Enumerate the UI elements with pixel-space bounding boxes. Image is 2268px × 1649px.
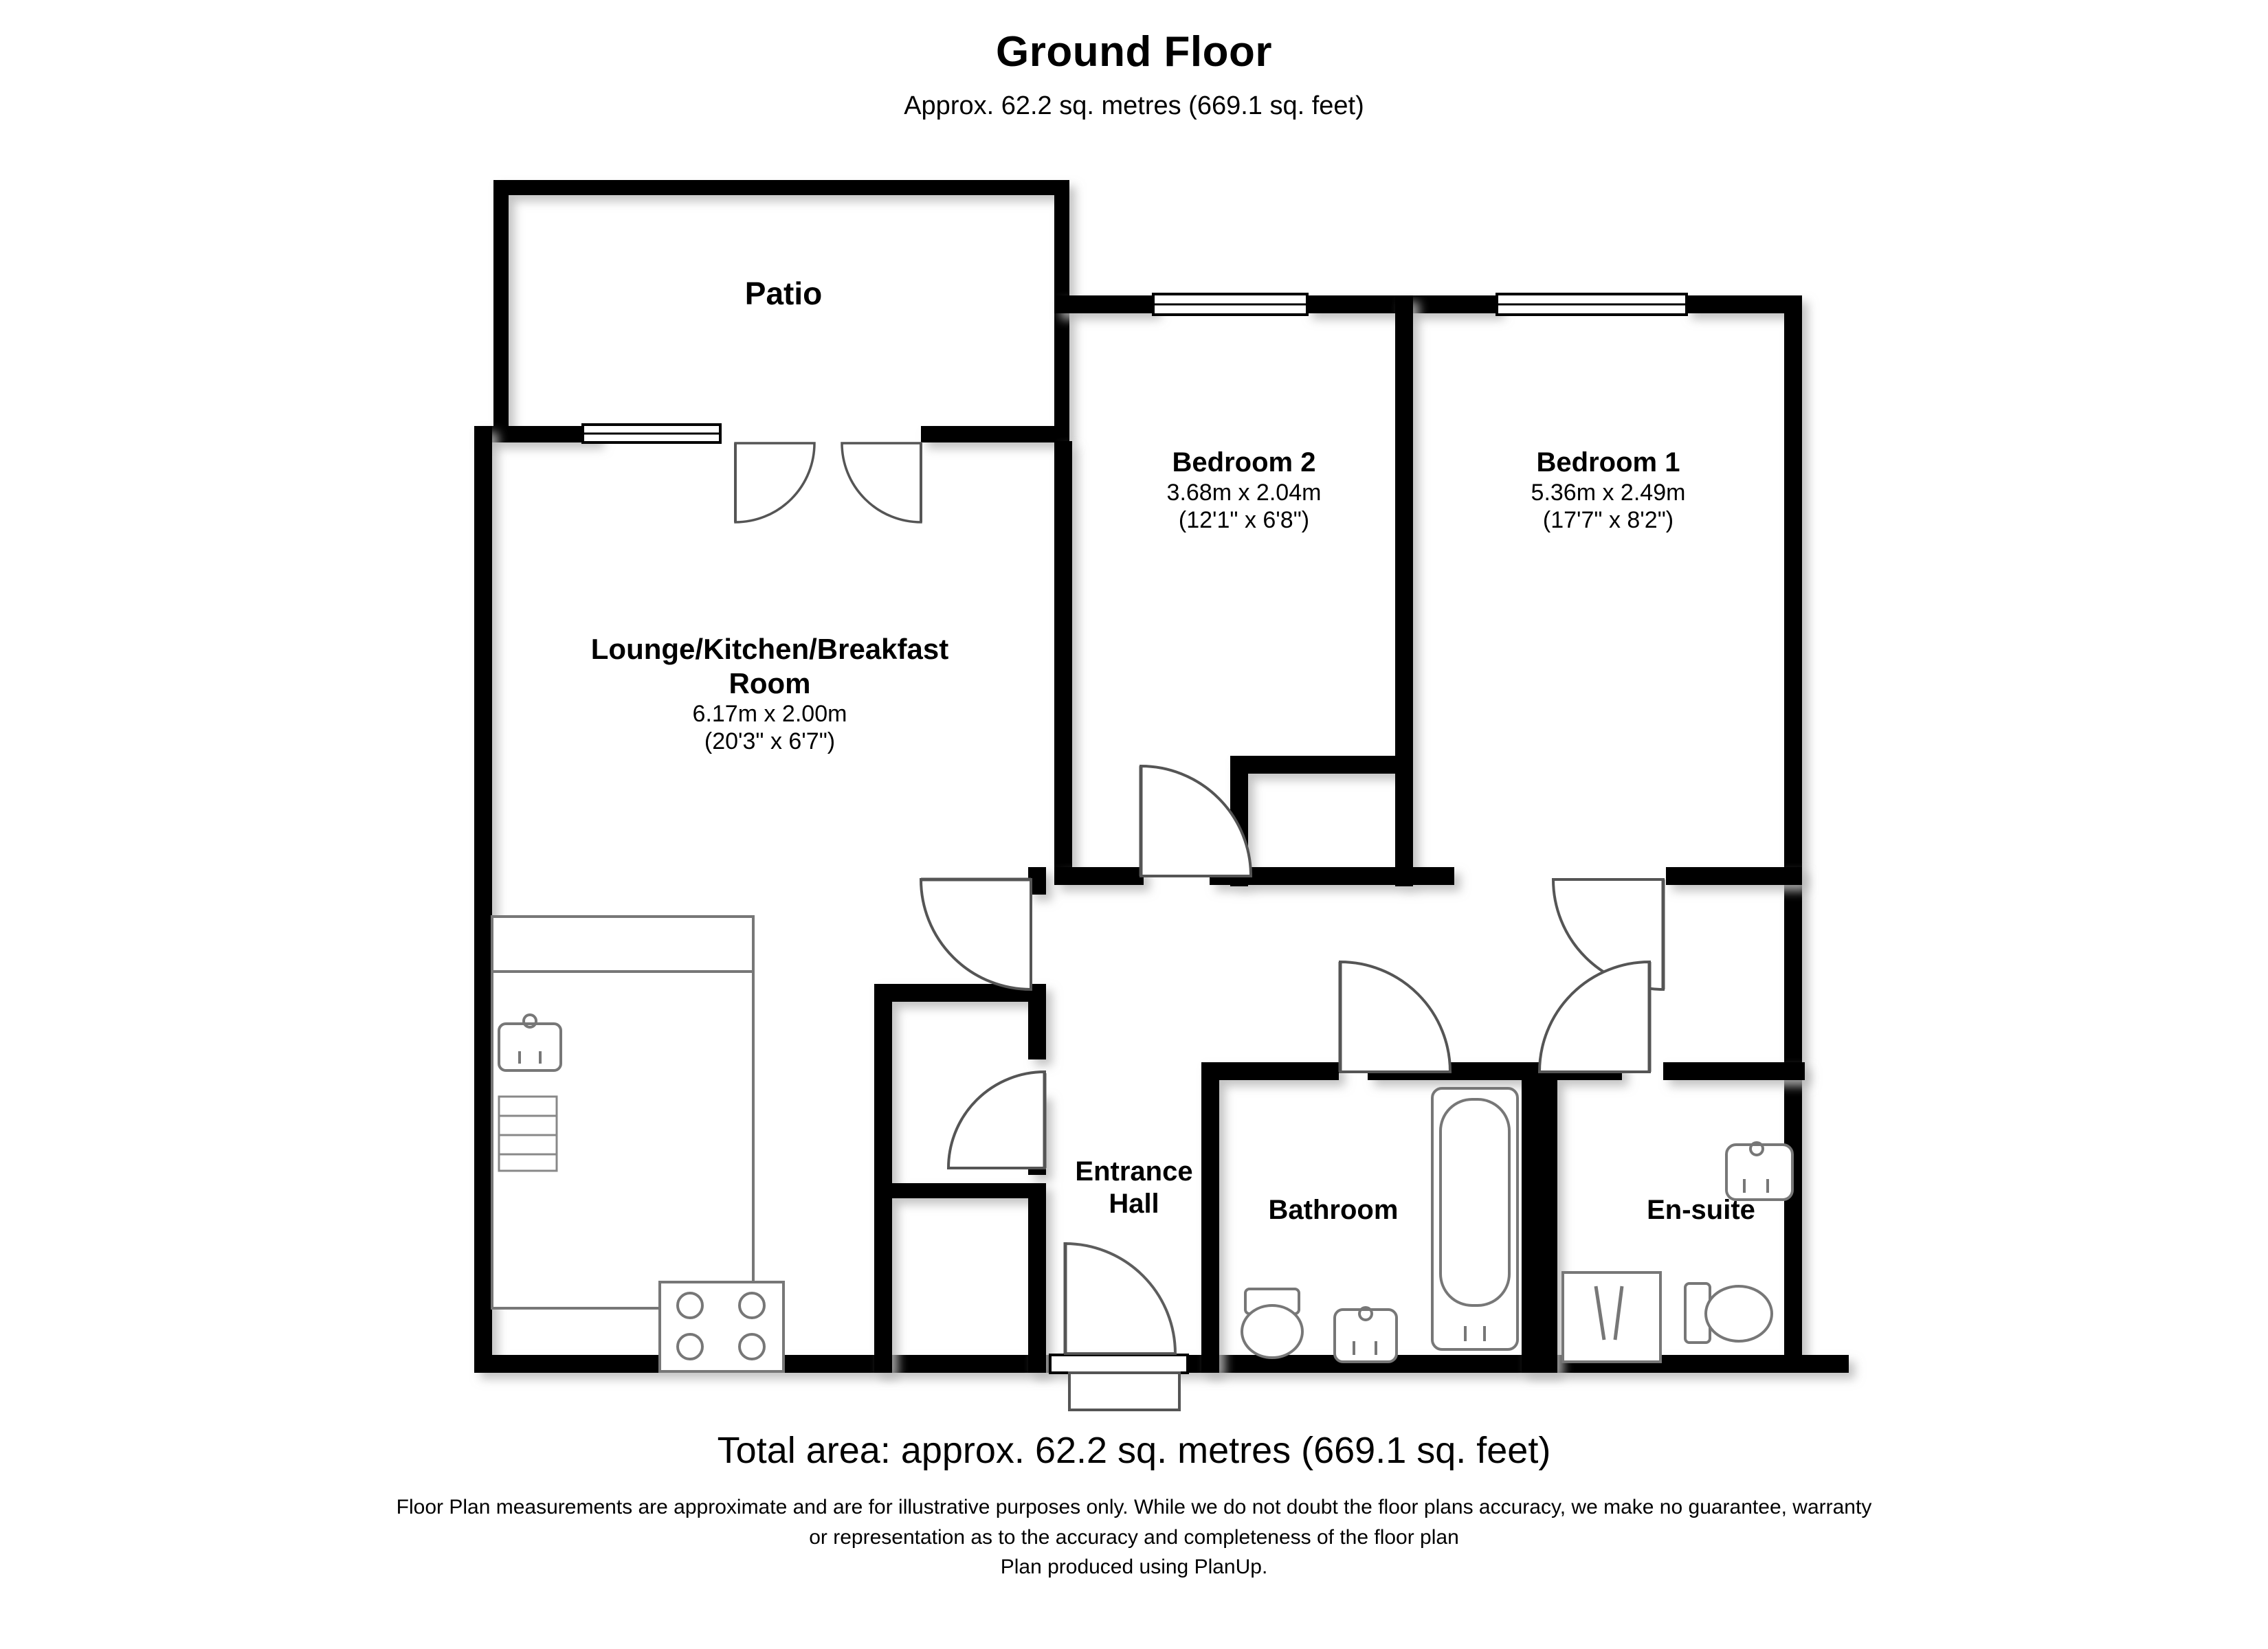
total-area-text: Total area: approx. 62.2 sq. metres (669.1 sq. feet) <box>717 1430 1551 1471</box>
page-subtitle: Approx. 62.2 sq. metres (669.1 sq. feet) <box>904 91 1364 121</box>
room-dim-imperial-bedroom-1: (17'7" x 8'2") <box>1542 507 1674 534</box>
kitchen-hob <box>660 1282 783 1371</box>
room-name-ensuite: En-suite <box>1647 1195 1755 1225</box>
page-title: Ground Floor <box>995 28 1273 76</box>
wc-icon <box>1242 1289 1302 1358</box>
room-label-lounge-kitchen-breakfast-room <box>522 632 1017 755</box>
room-name-entrance-hall-line1: Entrance <box>1075 1156 1193 1187</box>
room-label-bedroom-1 <box>1464 447 1753 534</box>
room-label-ensuite <box>1588 1194 1814 1226</box>
room-name-entrance-hall-line2: Hall <box>1109 1189 1159 1220</box>
bedroom2-window <box>1153 294 1307 315</box>
patio-french-doors <box>735 443 921 522</box>
kitchen-units <box>492 917 783 1371</box>
room-label-entrance-hall <box>1031 1156 1237 1220</box>
basin-icon <box>1335 1308 1397 1362</box>
room-dim-metric-lounge: 6.17m x 2.00m <box>692 701 847 728</box>
room-dim-imperial-bedroom-2: (12'1" x 6'8") <box>1178 507 1310 534</box>
entrance-door <box>1050 1242 1188 1410</box>
kitchen-sink <box>499 1015 561 1070</box>
ensuite-wc-icon <box>1685 1283 1772 1343</box>
patio-window <box>583 425 720 442</box>
room-name-lounge-line2: Room <box>729 666 811 699</box>
room-label-patio <box>646 275 921 312</box>
room-dim-metric-bedroom-1: 5.36m x 2.49m <box>1531 480 1686 506</box>
ensuite-basin-icon <box>1726 1143 1792 1200</box>
bedroom1-window <box>1497 294 1687 315</box>
room-dim-imperial-lounge: (20'3" x 6'7") <box>704 728 836 755</box>
producer-text: Plan produced using PlanUp. <box>1000 1556 1268 1579</box>
room-label-bedroom-2 <box>1100 447 1388 534</box>
ensuite-fittings <box>1563 1143 1792 1362</box>
room-name-bedroom-1: Bedroom 1 <box>1536 447 1680 478</box>
room-name-bedroom-2: Bedroom 2 <box>1172 447 1316 478</box>
room-label-bathroom <box>1210 1194 1457 1226</box>
room-dim-metric-bedroom-2: 3.68m x 2.04m <box>1166 480 1322 506</box>
shower-tray-icon <box>1563 1272 1660 1362</box>
room-name-patio: Patio <box>744 276 823 311</box>
room-name-lounge-line1: Lounge/Kitchen/Breakfast <box>590 633 949 665</box>
room-name-bathroom: Bathroom <box>1268 1195 1399 1225</box>
floorplan-footer <box>0 1429 2268 1582</box>
kitchen-drainer <box>499 1097 557 1171</box>
disclaimer-text: Floor Plan measurements are approximate and are for illustrative purposes only. While we do not doubt the floor plans accuracy, we make no guarantee, warranty or representation as to the accuracy and completeness of the floor plan <box>396 1496 1872 1549</box>
